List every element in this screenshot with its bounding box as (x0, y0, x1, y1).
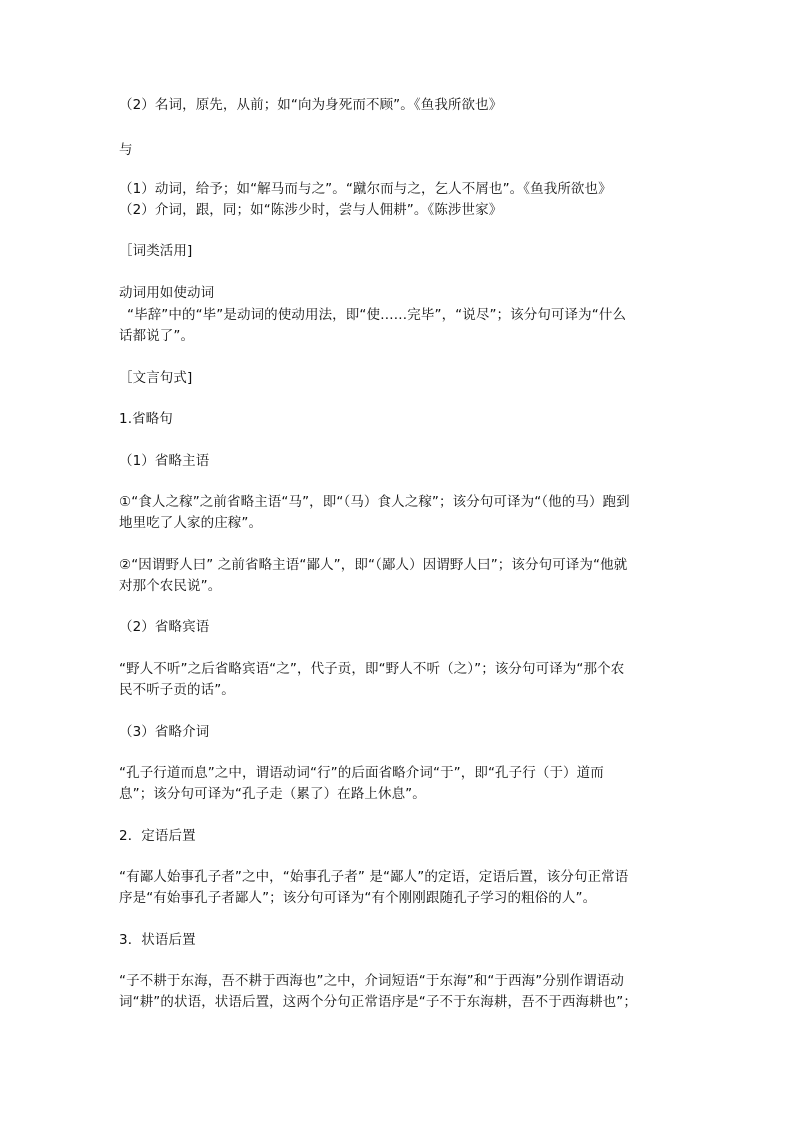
text-line-22: 2．定语后置 (119, 828, 196, 844)
text-line-21: 息”；该分句可译为“孔子走（累了）在路上休息”。 (119, 786, 426, 802)
text-line-8: 话都说了”。 (119, 328, 195, 344)
text-line-14: ②“因谓野人曰” 之前省略主语“鄙人”，即“（鄙人）因谓野人曰”；该分句可译为“他就 (119, 557, 628, 573)
text-line-10: 1.省略句 (119, 411, 173, 427)
text-line-3: （1）动词，给予；如“解马而与之”。“蹴尔而与之，乞人不屑也”。《鱼我所欲也》 (119, 181, 612, 197)
text-line-11: （1）省略主语 (119, 453, 210, 469)
text-line-25: 3．状语后置 (119, 932, 196, 948)
text-line-17: “野人不听”之后省略宾语“之”，代子贡，即“野人不听（之）”；该分句可译为“那个农 (119, 661, 625, 677)
text-line-1: （2）名词，原先，从前；如“向为身死而不顾”。《鱼我所欲也》 (119, 97, 503, 113)
text-line-24: 序是“有始事孔子者鄙人”；该分句可译为“有个刚刚跟随孔子学习的粗俗的人”。 (119, 890, 597, 906)
text-line-20: “孔子行道而息”之中，谓语动词“行”的后面省略介词“于”，即“孔子行（于）道而 (119, 765, 604, 781)
text-line-7: “毕辞”中的“毕”是动词的使动用法，即“使……完毕”，“说尽”；该分句可译为“什么 (127, 307, 627, 323)
text-line-15: 对那个农民说”。 (119, 578, 222, 594)
text-line-18: 民不听子贡的话”。 (119, 682, 235, 698)
text-line-13: 地里吃了人家的庄稼”。 (119, 515, 263, 531)
text-line-27: 词“耕”的状语，状语后置，这两个分句正常语序是“子不于东海耕，吾不于西海耕也”； (119, 994, 637, 1010)
section-heading-word-class: ［词类活用] (119, 243, 193, 259)
text-line-4: （2）介词，跟，同；如“陈涉少时，尝与人佣耕”。《陈涉世家》 (119, 202, 503, 218)
section-heading-sentence-patterns: ［文言句式] (119, 370, 193, 386)
text-line-26: “子不耕于东海，吾不耕于西海也”之中，介词短语“于东海”和“于西海”分别作谓语动 (119, 973, 624, 989)
text-line-2: 与 (119, 142, 133, 158)
text-line-6: 动词用如使动词 (119, 285, 215, 301)
text-line-23: “有鄙人始事孔子者”之中，“始事孔子者” 是“鄙人”的定语，定语后置，该分句正常语 (119, 869, 629, 885)
text-line-16: （2）省略宾语 (119, 619, 210, 635)
text-line-12: ①“食人之稼”之前省略主语“马”，即“（马）食人之稼”；该分句可译为“（他的马）跑到 (119, 494, 630, 510)
text-line-19: （3）省略介词 (119, 724, 210, 740)
